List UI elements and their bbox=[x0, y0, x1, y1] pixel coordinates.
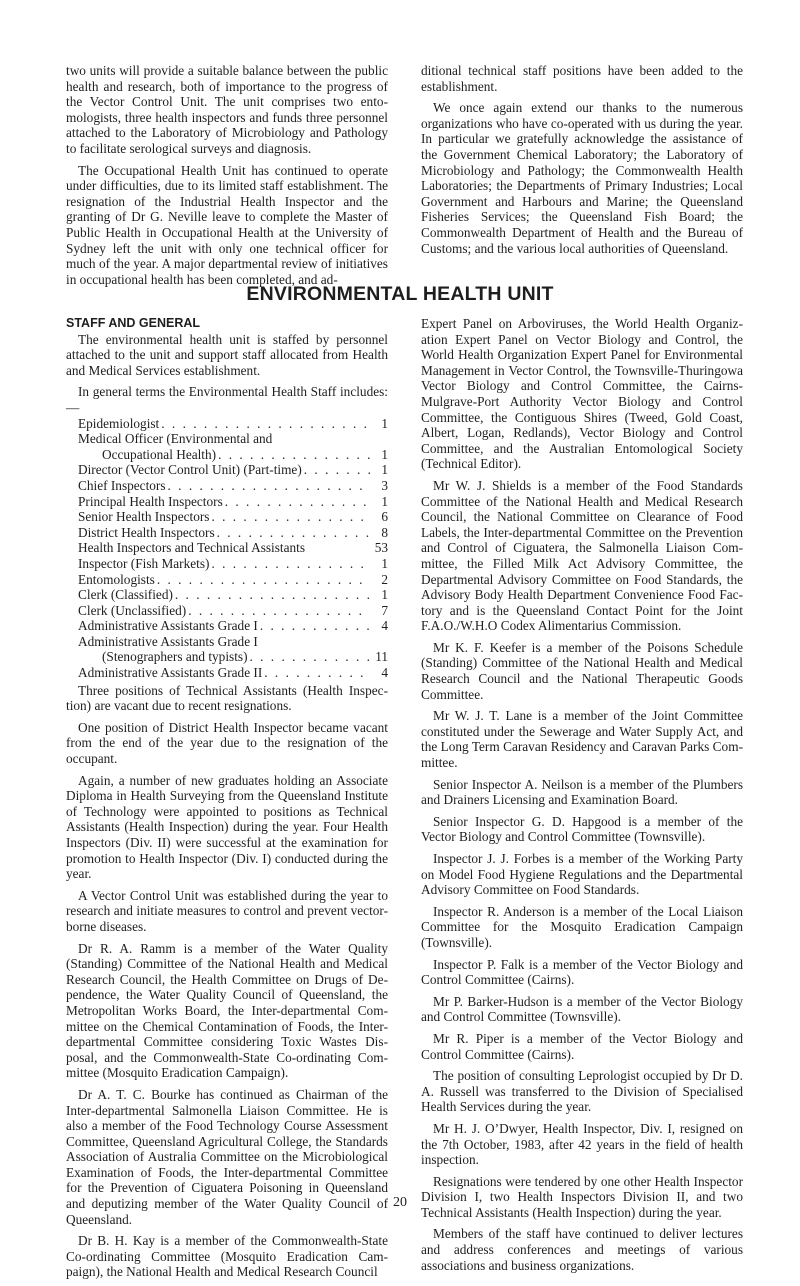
staff-count: 1 bbox=[381, 493, 388, 509]
paragraph: Senior Inspector G. D. Hapgood is a member of the Vector Biology and Control Committee (Townsville). bbox=[421, 813, 743, 845]
staff-row bbox=[66, 494, 388, 510]
paragraph: One position of District Health Inspector became vacant from the end of the year due to the resignation of the occupant. bbox=[66, 719, 388, 767]
staff-count: 1 bbox=[381, 446, 388, 462]
paragraph: A Vector Control Unit was established during the year to research and initiate measures to control and prevent vector-borne diseases. bbox=[66, 887, 388, 934]
staff-label: Clerk (Classified) bbox=[78, 587, 173, 603]
staff-count: 1 bbox=[381, 587, 388, 603]
staff-count: 3 bbox=[381, 477, 388, 493]
staff-row bbox=[66, 525, 388, 541]
staff-count: 11 bbox=[375, 649, 388, 665]
paragraph: Three positions of Technical Assistants (Health Inspection) are vacant due to recent resignations. bbox=[66, 682, 388, 714]
staff-label: Epidemiologist bbox=[78, 415, 160, 431]
top-right-column bbox=[421, 63, 743, 262]
staff-label: Administrative Assistants Grade II bbox=[78, 665, 263, 681]
staff-count: 1 bbox=[381, 555, 388, 571]
top-left-column bbox=[66, 63, 388, 293]
staff-label: Clerk (Unclassified) bbox=[78, 602, 187, 618]
paragraph: Resignations were tendered by one other Health Inspector Division I, two Health Inspectors Division II, and two Technical Assistants (Health Inspection) during the year. bbox=[421, 1173, 743, 1220]
staff-row bbox=[66, 556, 388, 572]
paragraph: Dr R. A. Ramm is a member of the Water Quality (Standing) Committee of the National Health and Medical Research Council, the Health Committee on Drugs of Dependence, the Water Quality Council of Queensland, the Metropolitan Works Board, the Inter-departmental Committee on the Chemical Contamination of Foods, the Inter-departmental Committee considering Toxic Wastes Disposal, and the Commonwealth-State Co-ordinating Committee (Mosquito Eradication Campaign). bbox=[66, 940, 388, 1081]
paragraph: two units will provide a suitable balance between the public health and research, both of importance to the progress of the Vector Control Unit. The unit comprises two entomologists, three health inspectors and funds three personnel attached to the Laboratory of Microbiology and Pathology to facilitate serological surveys and diagnosis. bbox=[66, 63, 388, 156]
paragraph: Members of the staff have continued to deliver lectures and address conferences and meetings of various associations and business organizations. bbox=[421, 1226, 743, 1273]
staff-row bbox=[66, 649, 388, 665]
staff-count: 7 bbox=[381, 602, 388, 618]
staff-label: Chief Inspectors bbox=[78, 477, 166, 493]
staff-count: 6 bbox=[381, 509, 388, 525]
bottom-left-column bbox=[66, 316, 388, 1286]
paragraph: ditional technical staff positions have been added to the establishment. bbox=[421, 63, 743, 94]
staff-row bbox=[66, 447, 388, 463]
paragraph: Senior Inspector A. Neilson is a member of the Plumbers and Drainers Licensing and Examination Board. bbox=[421, 776, 743, 808]
staff-label: Inspector (Fish Markets) bbox=[78, 555, 210, 571]
bottom-right-column bbox=[421, 316, 743, 1279]
staff-label: Health Inspectors and Technical Assistants bbox=[78, 540, 306, 556]
paragraph: The Occupational Health Unit has continued to operate under difficulties, due to its limited staff establishment. The resignation of the Industrial Health Inspector and the granting of Dr G. Neville leave to complete the Master of Public Health in Occupational Health at the University of Sydney left the unit with only one technical officer for much of the year. A major departmental review of initiatives in occupational health has been completed, and ad- bbox=[66, 162, 388, 287]
staff-row bbox=[66, 416, 388, 432]
section-heading: ENVIRONMENTAL HEALTH UNIT bbox=[246, 283, 554, 305]
staff-label: (Stenographers and typists) bbox=[102, 649, 248, 665]
paragraph: Mr W. J. T. Lane is a member of the Joint Committee constituted under the Sewerage and Water Supply Act, and the Long Term Caravan Residency and Caravan Parks Committee. bbox=[421, 708, 743, 771]
staff-row bbox=[66, 509, 388, 525]
staff-count: 2 bbox=[381, 571, 388, 587]
staff-label: Senior Health Inspectors bbox=[78, 509, 210, 525]
staff-row bbox=[66, 634, 388, 650]
paragraph: Mr P. Barker-Hudson is a member of the Vector Biology and Control Committee (Townsville). bbox=[421, 993, 743, 1025]
staff-count: 8 bbox=[381, 524, 388, 540]
staff-row bbox=[66, 665, 388, 681]
staff-count: 53 bbox=[374, 540, 388, 556]
staff-label: Administrative Assistants Grade I bbox=[78, 633, 258, 649]
paragraph: Dr A. T. C. Bourke has continued as Chairman of the Inter-departmental Salmonella Liaison Committee. He is also a member of the Food Technology Course Assessment Committee, Queensland Agricultural College, the Standards Association of Australia Committee on the Microbiological Examination of Foods, the Inter-departmental Committee for the Prevention of Ciguatera Poisoning in Queensland and deputizing member of the Water Quality Council of Queensland. bbox=[66, 1086, 388, 1227]
staff-count: 4 bbox=[381, 665, 388, 681]
paragraph: The environmental health unit is staffed by personnel attached to the unit and support staff allocated from Health and Medical Services establishment. bbox=[66, 331, 388, 378]
staff-row bbox=[66, 540, 388, 556]
staff-label: Principal Health Inspectors bbox=[78, 493, 223, 509]
staff-label: Entomologists bbox=[78, 571, 155, 587]
staff-row bbox=[66, 431, 388, 447]
staff-label: District Health Inspectors bbox=[78, 524, 215, 540]
page-number: 20 bbox=[393, 1195, 407, 1210]
paragraph: Again, a number of new graduates holding an Associate Diploma in Health Surveying from the Queensland Institute of Technology were appointed to positions as Technical Assistants (Health Inspection) during the year. Four Health Inspectors (Div. II) were successful at the examination for promotion to Health Inspector (Div. I) conducted during the year. bbox=[66, 772, 388, 882]
staff-count: 4 bbox=[381, 618, 388, 634]
paragraph: Inspector J. J. Forbes is a member of the Working Party on Model Food Hygiene Regulations and the Departmental Advisory Committee on Food Standards. bbox=[421, 851, 743, 898]
staff-label: Administrative Assistants Grade I bbox=[78, 618, 258, 634]
paragraph: Inspector P. Falk is a member of the Vector Biology and Control Committee (Cairns). bbox=[421, 956, 743, 988]
subheading: STAFF AND GENERAL bbox=[66, 316, 201, 330]
paragraph: In general terms the Environmental Health Staff includes:— bbox=[66, 384, 388, 415]
staff-row bbox=[66, 572, 388, 588]
staff-row bbox=[66, 587, 388, 603]
paragraph: Mr R. Piper is a member of the Vector Biology and Control Committee (Cairns). bbox=[421, 1030, 743, 1062]
paragraph: Mr K. F. Keefer is a member of the Poisons Schedule (Standing) Committee of the National Health and Medical Research Council and the National Therapeutic Goods Committee. bbox=[421, 639, 743, 702]
staff-row bbox=[66, 478, 388, 494]
staff-row bbox=[66, 603, 388, 619]
paragraph: Dr B. H. Kay is a member of the Commonwealth-State Co-ordinating Committee (Mosquito Eradication Campaign), the National Health and Medical Research Council bbox=[66, 1233, 388, 1280]
paragraph: Mr W. J. Shields is a member of the Food Standards Committee of the National Health and Medical Research Council, the National Committee on Clearance of Food Labels, the Inter-departmental Committee on the Prevention and Control of Ciguatera, the Salmonella Liaison Committee, the Filled Milk Act Advisory Committee, the Departmental Advisory Committee on Food Standards, the Advisory Body Health Department Convenience Food Factory and is the Queensland Contact Point for the Joint F.A.O./W.H.O Codex Alimentarius Commission. bbox=[421, 477, 743, 634]
staff-label: Medical Officer (Environmental and bbox=[78, 431, 273, 447]
paragraph: Inspector R. Anderson is a member of the Local Liaison Committee for the Mosquito Eradication Campaign (Townsville). bbox=[421, 903, 743, 950]
staff-row bbox=[66, 618, 388, 634]
staff-label: Director (Vector Control Unit) (Part-time) bbox=[78, 462, 302, 478]
paragraph: We once again extend our thanks to the numerous organizations who have co-operated with us during the year. In particular we gratefully acknowledge the assistance of the Government Chemical Laboratory; the Laboratory of Microbiology and Pathology; the Commonwealth Health Laboratories; the Departments of Primary Industries; Local Government and Harbours and Marine; the Queensland Fisheries Services; the Queensland Fish Board; the Commonwealth Department of Health and the Bureau of Customs; and the various local authorities of Queensland. bbox=[421, 100, 743, 256]
paragraph: Expert Panel on Arboviruses, the World Health Organization Expert Panel on Vector Biology and Control, the World Health Organization Expert Panel for Environmental Management in Vector Control, the Townsville-Thuringowa Vector Biology and Control Committee, the Cairns-Mulgrave-Port Authority Vector Biology and Control Committee, the Contiguous Shires (Tweed, Gold Coast, Albert, Logan, Redlands), Vector Biology and Control Committee, and the Australian Entomological Society (Technical Editor). bbox=[421, 316, 743, 472]
paragraph: The position of consulting Leprologist occupied by Dr D. A. Russell was transferred to the Division of Specialised Health Services during the year. bbox=[421, 1068, 743, 1115]
staff-count: 1 bbox=[381, 462, 388, 478]
staff-row bbox=[66, 462, 388, 478]
staff-count: 1 bbox=[381, 415, 388, 431]
staff-label: Occupational Health) bbox=[102, 446, 217, 462]
paragraph: Mr H. J. O’Dwyer, Health Inspector, Div. I, resigned on the 7th October, 1983, after 42 years in the field of health inspection. bbox=[421, 1120, 743, 1168]
staff-list bbox=[66, 416, 388, 681]
